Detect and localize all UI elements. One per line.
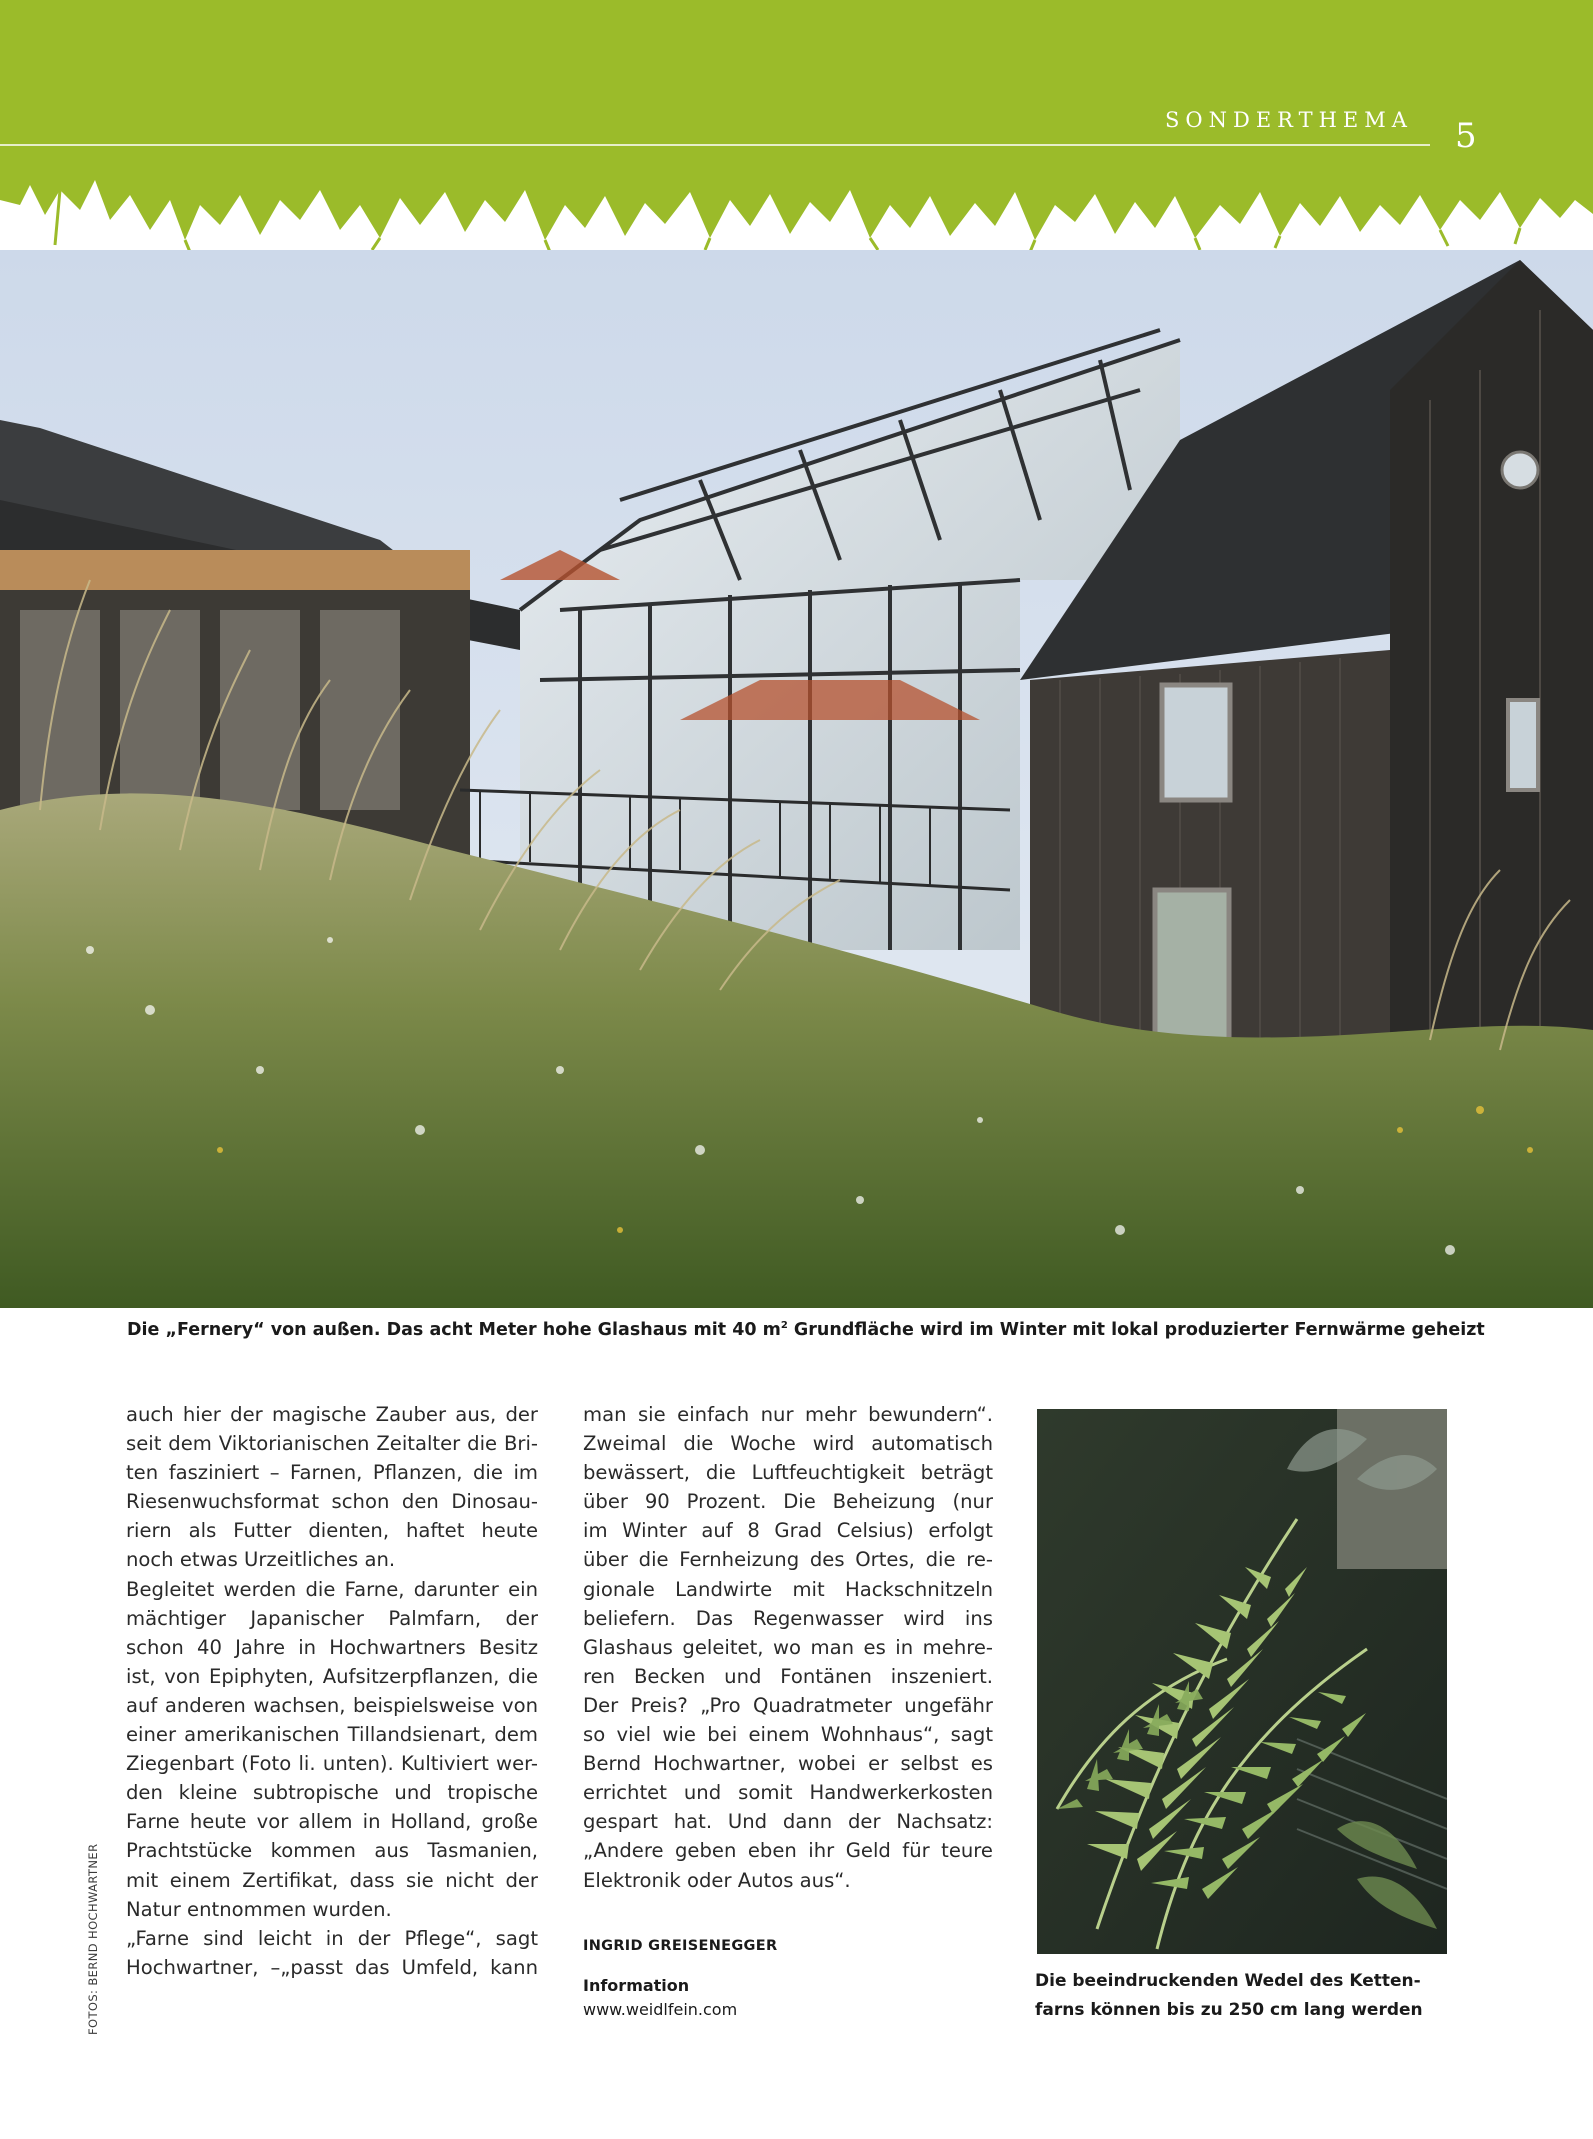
article-line: ten fasziniert – Farnen, Pflanzen, die im: [126, 1461, 538, 1485]
article-line: ist, von Epiphyten, Aufsitzerpflanzen, die: [126, 1664, 538, 1688]
article-line: auf anderen wachsen, beispielsweise von: [126, 1693, 538, 1717]
page-number: 5: [1455, 116, 1477, 156]
article-line: Zweimal die Woche wird automatisch: [583, 1432, 993, 1456]
hero-caption-superscript: 2: [780, 1320, 788, 1332]
article-line: den kleine subtropische und tropische: [126, 1781, 538, 1805]
article-line: Prachtstücke kommen aus Tasmanien,: [126, 1839, 538, 1863]
article-line: Hochwartner, –„passt das Umfeld, kann: [126, 1955, 538, 1979]
chain-fern-image: [1037, 1409, 1447, 1954]
hero-caption: [127, 1320, 1527, 1340]
fern-caption: [1035, 1967, 1455, 2024]
article-line: man sie einfach nur mehr bewundern“.: [583, 1403, 993, 1426]
article-line: so viel wie bei einem Wohnhaus“, sagt: [583, 1723, 993, 1747]
hero-caption-text: Die „Fernery“ von außen. Das acht Meter hohe Glashaus mit 40 m: [127, 1320, 781, 1340]
article-line: „Farne sind leicht in der Pflege“, sagt: [126, 1926, 538, 1950]
article-line: Ziegenbart (Foto li. unten). Kultiviert wer-: [126, 1752, 538, 1776]
article-line: Glashaus geleitet, wo man es in mehre-: [583, 1635, 993, 1659]
article-line: Farne heute vor allem in Holland, große: [126, 1810, 538, 1834]
article-line: über 90 Prozent. Die Beheizung (nur: [583, 1490, 993, 1514]
article-line: über die Fernheizung des Ortes, die re-: [583, 1548, 993, 1572]
article-line: „Andere geben eben ihr Geld für teure: [583, 1839, 993, 1863]
article-line: Elektronik oder Autos aus“.: [583, 1868, 851, 1892]
fern-photo: [1037, 1409, 1447, 1954]
fernery-exterior-image: [0, 250, 1593, 1308]
article-line: mit einem Zertifikat, dass sie nicht der: [126, 1868, 538, 1892]
article-line: mächtiger Japanischer Palmfarn, der: [126, 1606, 538, 1630]
article-line: Der Preis? „Pro Quadratmeter ungefähr: [583, 1693, 993, 1717]
article-line: auch hier der magische Zauber aus, der: [126, 1403, 538, 1426]
info-url: www.weidlfein.com: [583, 2000, 738, 2019]
article-column-2: [583, 1400, 993, 1895]
article-line: riern als Futter dienten, haftet heute: [126, 1519, 538, 1543]
article-line: Bernd Hochwartner, wobei er selbst es: [583, 1752, 993, 1776]
article-line: gionale Landwirte mit Hackschnitzeln: [583, 1577, 993, 1601]
article-line: einer amerikanischen Tillandsienart, dem: [126, 1723, 538, 1747]
section-label: SONDERTHEMA: [1165, 108, 1413, 132]
fern-caption-line: Die beeindruckenden Wedel des Ketten-: [1035, 1971, 1421, 1991]
hero-caption-text-end: Grundfläche wird im Winter mit lokal produzierter Fernwärme geheizt: [787, 1320, 1485, 1340]
fern-caption-line: farns können bis zu 250 cm lang werden: [1035, 1999, 1423, 2020]
photo-credit: FOTOS: BERND HOCHWARTNER: [86, 1843, 100, 2035]
article-line: ren Becken und Fontänen inszeniert.: [583, 1664, 993, 1688]
info-heading: Information: [583, 1976, 690, 1995]
article-line: bewässert, die Luftfeuchtigkeit beträgt: [583, 1461, 993, 1485]
article-line: Riesenwuchsformat schon den Dinosau-: [126, 1490, 538, 1514]
article-line: Natur entnommen wurden.: [126, 1897, 392, 1921]
article-column-1: [126, 1400, 538, 1982]
article-line: noch etwas Urzeitliches an.: [126, 1548, 396, 1572]
author-byline: INGRID GREISENEGGER: [583, 1938, 778, 1954]
article-line: im Winter auf 8 Grad Celsius) erfolgt: [583, 1519, 993, 1543]
article-line: beliefern. Das Regenwasser wird ins: [583, 1606, 993, 1630]
article-line: seit dem Viktorianischen Zeitalter die Bri-: [126, 1432, 538, 1456]
article-line: schon 40 Jahre in Hochwartners Besitz: [126, 1635, 538, 1659]
article-line: errichtet und somit Handwerkerkosten: [583, 1781, 993, 1805]
hero-photo: [0, 250, 1593, 1308]
article-line: gespart hat. Und dann der Nachsatz:: [583, 1810, 993, 1834]
article-line: Begleitet werden die Farne, darunter ein: [126, 1577, 538, 1601]
